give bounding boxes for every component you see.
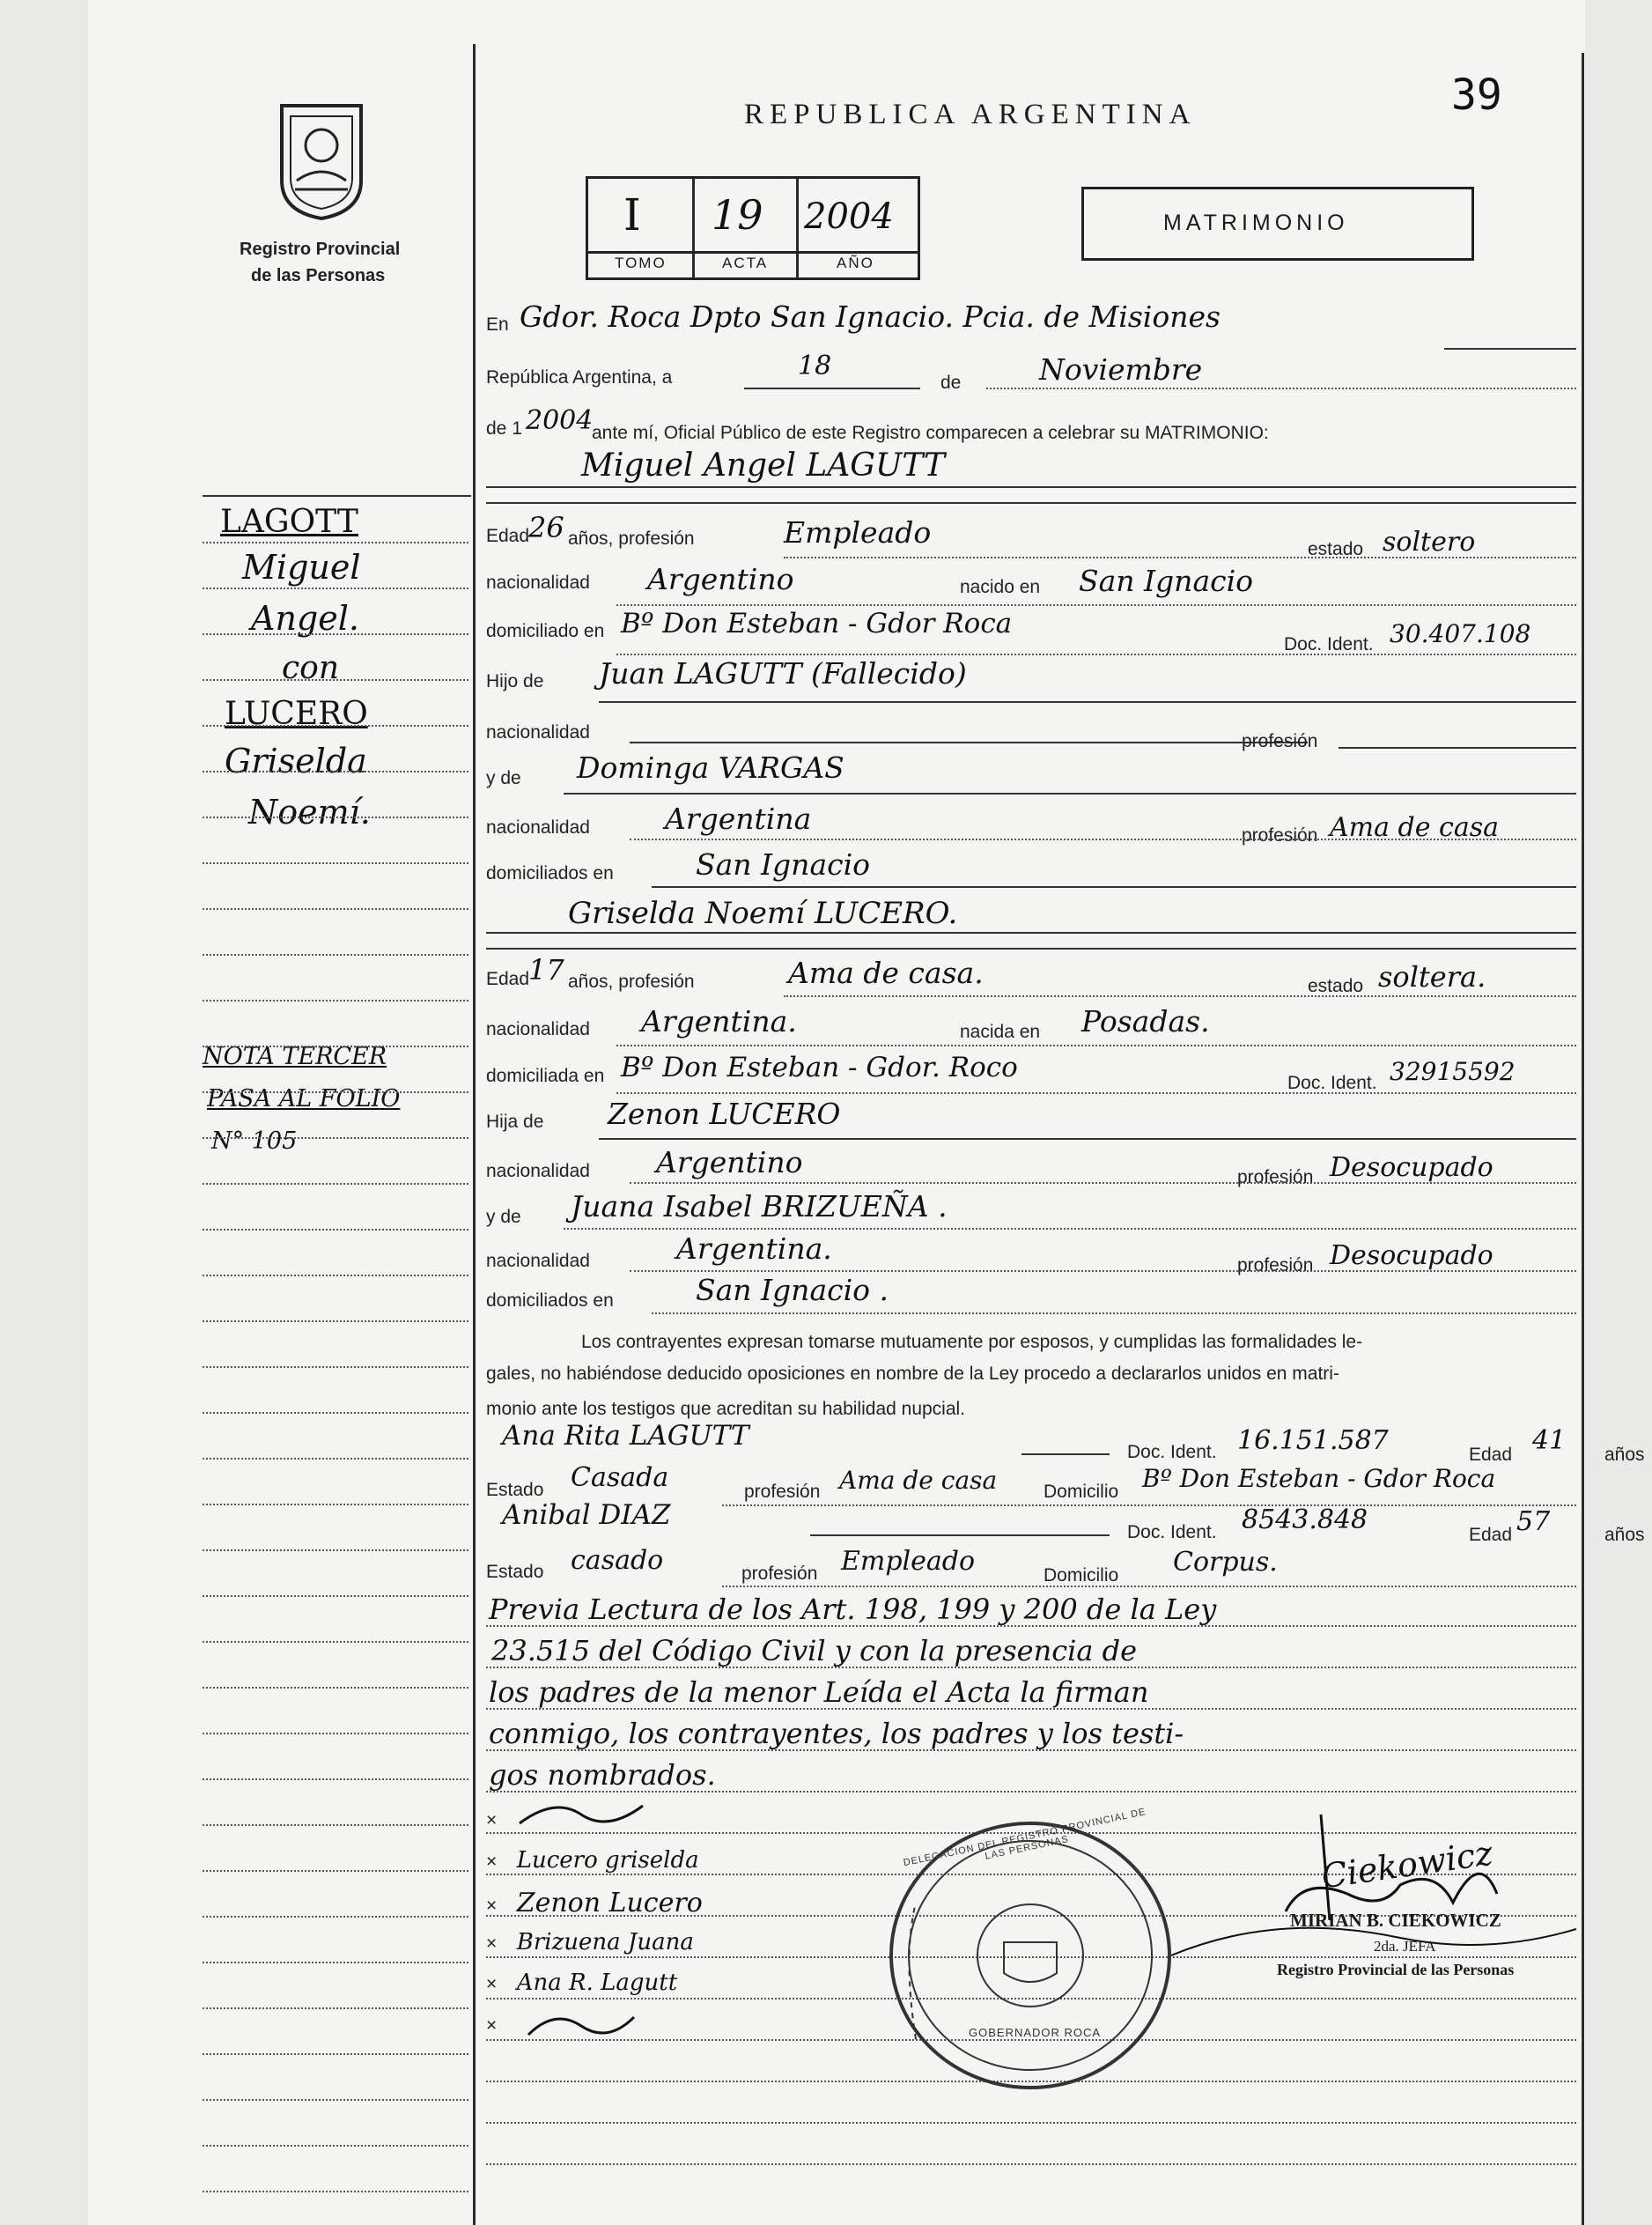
signature-mark: × (486, 1933, 498, 1954)
margin-rule-line (203, 2053, 468, 2055)
signature-mark: × (486, 1810, 498, 1830)
groom-father: Juan LAGUTT (Fallecido) (599, 656, 967, 691)
margin-rule-line (203, 1916, 468, 1918)
margin-groom-surname: LAGOTT (220, 504, 358, 540)
ano-value: 2004 (804, 196, 894, 237)
margin-rule-line (203, 1549, 468, 1551)
groom-address: Bº Don Esteban - Gdor Roca (621, 608, 1013, 639)
groom-estado: soltero (1383, 527, 1476, 558)
intro-text: ante mí, Oficial Público de este Registro comparecen a celebrar su MATRIMONIO: (592, 423, 1269, 443)
note-rule-line (486, 1708, 1576, 1710)
bride-father-nac-label: nacionalidad (486, 1161, 590, 1181)
place-value: Gdor. Roca Dpto San Ignacio. Pcia. de Misiones (520, 299, 1221, 334)
bride-address: Bº Don Esteban - Gdor. Roco (621, 1052, 1018, 1083)
margin-rule-line (203, 1229, 468, 1231)
margin-rule-line (203, 817, 468, 818)
margin-rule-line (203, 1504, 468, 1505)
margin-rule-line (203, 725, 468, 727)
witness2-estado: casado (571, 1545, 664, 1576)
witness2-dom-label: Domicilio (1044, 1565, 1119, 1586)
year-value: 2004 (526, 405, 594, 436)
signature-text: Ana R. Lagutt (516, 1970, 678, 1996)
groom-estado-label: estado (1308, 539, 1364, 559)
margin-rule-line (203, 1641, 468, 1643)
acta-type-box (1081, 187, 1474, 261)
witness1-edad-label: Edad (1469, 1445, 1513, 1465)
declaration-line1: Los contrayentes expresan tomarse mutuamente por esposos, y cumplidas las formalidades le- (581, 1332, 1363, 1352)
page-number: 39 (1451, 70, 1502, 120)
declaration-line2: gales, no habiéndose deducido oposiciones en nombre de la Ley procedo a declararlos unidos en matri- (486, 1364, 1339, 1384)
margin-rule-line (203, 588, 468, 589)
tomo-value: I (623, 189, 641, 240)
margin-rule-line (203, 679, 468, 681)
bride-father-label: Hija de (486, 1112, 544, 1132)
signature-mark: × (486, 2015, 498, 2036)
misiones-seal-icon (269, 97, 374, 220)
month-value: Noviembre (1039, 352, 1203, 387)
witness2-doc-label: Doc. Ident. (1127, 1522, 1217, 1542)
margin-rule-line (203, 1366, 468, 1368)
groom-father-prof-label: profesión (1242, 731, 1318, 751)
bride-nac-label: nacionalidad (486, 1019, 590, 1039)
signature-text: Brizuena Juana (516, 1929, 694, 1955)
margin-rule-line (203, 2145, 468, 2147)
margin-rule-line (203, 954, 468, 956)
margin-rule-line (203, 908, 468, 910)
note-rule-line (486, 1667, 1576, 1668)
witness2-doc: 8543.848 (1242, 1504, 1368, 1535)
witness2-name: Anibal DIAZ (502, 1499, 671, 1531)
signature-text: Lucero griselda (516, 1847, 699, 1874)
groom-doc-label: Doc. Ident. (1284, 634, 1374, 654)
bride-doc: 32915592 (1390, 1057, 1516, 1086)
bride-doc-label: Doc. Ident. (1287, 1073, 1377, 1093)
margin-rule-line (203, 1183, 468, 1185)
margin-rule-line (203, 1046, 468, 1047)
margin-note-line3: N° 105 (211, 1127, 298, 1155)
bride-age: 17 (528, 953, 564, 987)
witness1-estado: Casada (571, 1462, 669, 1493)
witness2-edad-label: Edad (1469, 1525, 1513, 1545)
note-line4: conmigo, los contrayentes, los padres y los testi- (489, 1717, 1184, 1750)
bride-nationality: Argentina. (641, 1004, 797, 1039)
groom-nationality: Argentino (647, 562, 794, 596)
margin-rule-line (203, 862, 468, 864)
bride-estado: soltera. (1378, 960, 1486, 994)
margin-rule-line (203, 1595, 468, 1597)
margin-connector: con (282, 650, 340, 686)
witness1-address: Bº Don Esteban - Gdor Roca (1142, 1464, 1496, 1493)
witness2-address: Corpus. (1173, 1547, 1278, 1578)
bride-estado-label: estado (1308, 976, 1364, 996)
margin-groom-name2: Angel. (251, 599, 359, 638)
margin-rule-line (203, 1733, 468, 1734)
year-prefix: de 1 (486, 418, 522, 439)
witness1-doc-label: Doc. Ident. (1127, 1442, 1217, 1462)
margin-rule-line (203, 633, 468, 635)
groom-full-name: Miguel Angel LAGUTT (581, 447, 946, 484)
stamp-round-text: DELEGACION DEL REGISTRO PROVINCIAL DE LAS PERSONAS (902, 1807, 1147, 1869)
margin-rule-line (203, 1778, 468, 1780)
republica-label: República Argentina, a (486, 367, 673, 388)
witness1-name: Ana Rita LAGUTT (502, 1420, 749, 1452)
witness2-estado-label: Estado (486, 1562, 544, 1582)
margin-groom-name1: Miguel (242, 548, 361, 587)
witness1-doc: 16.151.587 (1237, 1425, 1389, 1456)
groom-mother-nac-label: nacionalidad (486, 817, 590, 838)
signature-text: Zenon Lucero (516, 1888, 703, 1918)
bride-anos-label: años, profesión (568, 972, 695, 992)
witness2-anos-label: años (1604, 1525, 1645, 1545)
margin-note-line2: PASA AL FOLIO (207, 1085, 401, 1112)
margin-rule-line (203, 1091, 468, 1093)
witness1-age: 41 (1532, 1425, 1567, 1456)
official-title: 2da. JEFA (1374, 1938, 1436, 1955)
bride-parents-dom-label: domiciliados en (486, 1290, 614, 1311)
acta-label: ACTA (722, 255, 769, 271)
tomo-label: TOMO (615, 255, 667, 271)
margin-rule-line (203, 2099, 468, 2101)
groom-mother: Dominga VARGAS (577, 750, 844, 785)
acta-type: MATRIMONIO (1163, 211, 1349, 235)
witness2-prof-label: profesión (741, 1563, 818, 1584)
witness1-estado-label: Estado (486, 1480, 544, 1500)
margin-rule-line (203, 1458, 468, 1460)
margin-rule-line (203, 1824, 468, 1826)
witness1-anos-label: años (1604, 1445, 1645, 1465)
note-rule-line (486, 2163, 1576, 2165)
groom-mother-label: y de (486, 768, 521, 788)
witness2-age: 57 (1516, 1506, 1551, 1537)
groom-father-nac-label: nacionalidad (486, 722, 590, 743)
official-name: MIRIAN B. CIEKOWICZ (1290, 1910, 1501, 1931)
note-line5: gos nombrados. (489, 1758, 716, 1792)
signature-mark: × (486, 1896, 498, 1916)
margin-rule-line (203, 1962, 468, 1963)
note-rule-line (486, 1749, 1576, 1751)
groom-nacido-label: nacido en (960, 577, 1041, 597)
bride-profession: Ama de casa. (788, 956, 984, 990)
groom-dom-label: domiciliado en (486, 621, 605, 641)
margin-rule-line (203, 1000, 468, 1002)
margin-rule-line (203, 771, 468, 772)
margin-rule-line (203, 1320, 468, 1322)
bride-mother-prof-label: profesión (1237, 1255, 1314, 1275)
groom-doc: 30.407.108 (1390, 619, 1531, 648)
margin-rule-line (203, 1275, 468, 1276)
note-rule-line (486, 2122, 1576, 2124)
margin-top-rule (203, 495, 471, 497)
groom-parents-dom-label: domiciliados en (486, 863, 614, 883)
volume-record-box (586, 176, 920, 280)
bride-edad-label: Edad (486, 969, 530, 989)
margin-bride-surname: LUCERO (225, 696, 368, 732)
bride-mother-nat: Argentina. (676, 1231, 832, 1266)
declaration-line3: monio ante los testigos que acreditan su habilidad nupcial. (486, 1399, 966, 1419)
register-page (88, 0, 1645, 2225)
bride-nacida-label: nacida en (960, 1022, 1041, 1042)
groom-father-label: Hijo de (486, 671, 544, 691)
margin-rule-line (203, 1137, 468, 1139)
groom-mother-nat: Argentina (665, 802, 812, 836)
country-title: REPUBLICA ARGENTINA (744, 99, 1197, 130)
groom-profession: Empleado (784, 515, 932, 550)
margin-note-line1: NOTA TERCER (203, 1043, 387, 1070)
bride-father-nat: Argentino (656, 1145, 803, 1179)
en-label: En (486, 314, 509, 335)
bride-father-prof: Desocupado (1330, 1152, 1493, 1183)
official-office: Registro Provincial de las Personas (1277, 1961, 1515, 1978)
bride-father-prof-label: profesión (1237, 1167, 1314, 1187)
witness1-dom-label: Domicilio (1044, 1482, 1119, 1502)
witness2-profession: Empleado (841, 1546, 976, 1577)
signature-mark: × (486, 1852, 498, 1872)
margin-rule-line (203, 2007, 468, 2009)
witness1-prof-label: profesión (744, 1482, 821, 1502)
bride-dom-label: domiciliada en (486, 1066, 605, 1086)
groom-birthplace: San Ignacio (1079, 564, 1254, 598)
bride-full-name: Griselda Noemí LUCERO. (568, 896, 958, 931)
bride-father: Zenon LUCERO (608, 1097, 841, 1131)
bride-birthplace: Posadas. (1081, 1004, 1210, 1039)
signature-mark: × (486, 1974, 498, 1994)
groom-parents-address: San Ignacio (696, 847, 871, 882)
margin-rule-line (203, 542, 468, 543)
groom-edad-label: Edad (486, 526, 530, 546)
margin-bride-name2: Noemí. (248, 793, 371, 832)
de-label: de (940, 373, 962, 393)
stamp-inner-text: GOBERNADOR ROCA (969, 2026, 1102, 2039)
official-signature-text: Ciekowicz (1318, 1833, 1495, 1896)
note-line2: 23.515 del Código Civil y con la presencia de (491, 1634, 1138, 1667)
signature-scribbles (502, 1788, 872, 2061)
margin-bride-name1: Griselda (225, 742, 367, 780)
acta-value: 19 (712, 191, 763, 239)
witness1-profession: Ama de casa (839, 1466, 998, 1495)
bride-parents-address: San Ignacio . (696, 1273, 889, 1307)
margin-rule-line (203, 1687, 468, 1689)
groom-age: 26 (528, 511, 564, 544)
groom-mother-prof-label: profesión (1242, 825, 1318, 846)
margin-rule-line (203, 2191, 468, 2192)
right-margin-rule (1582, 53, 1584, 2225)
registry-name-line2: de las Personas (251, 266, 386, 285)
left-column-rule (473, 44, 476, 2225)
ano-label: AÑO (837, 255, 874, 271)
bride-mother-label: y de (486, 1207, 521, 1227)
margin-rule-line (203, 1870, 468, 1872)
bride-mother: Juana Isabel BRIZUEÑA . (571, 1189, 948, 1223)
note-line3: los padres de la menor Leída el Acta la firman (489, 1675, 1149, 1709)
groom-nac-label: nacionalidad (486, 573, 590, 593)
margin-rule-line (203, 1412, 468, 1414)
bride-mother-prof: Desocupado (1330, 1240, 1493, 1271)
bride-mother-nac-label: nacionalidad (486, 1251, 590, 1271)
groom-anos-label: años, profesión (568, 529, 695, 549)
day-value: 18 (798, 351, 832, 381)
note-line1: Previa Lectura de los Art. 198, 199 y 200 de la Ley (489, 1593, 1217, 1626)
note-rule-line (486, 1625, 1576, 1627)
registry-name-line1: Registro Provincial (240, 240, 401, 259)
groom-mother-prof: Ama de casa (1330, 812, 1499, 843)
